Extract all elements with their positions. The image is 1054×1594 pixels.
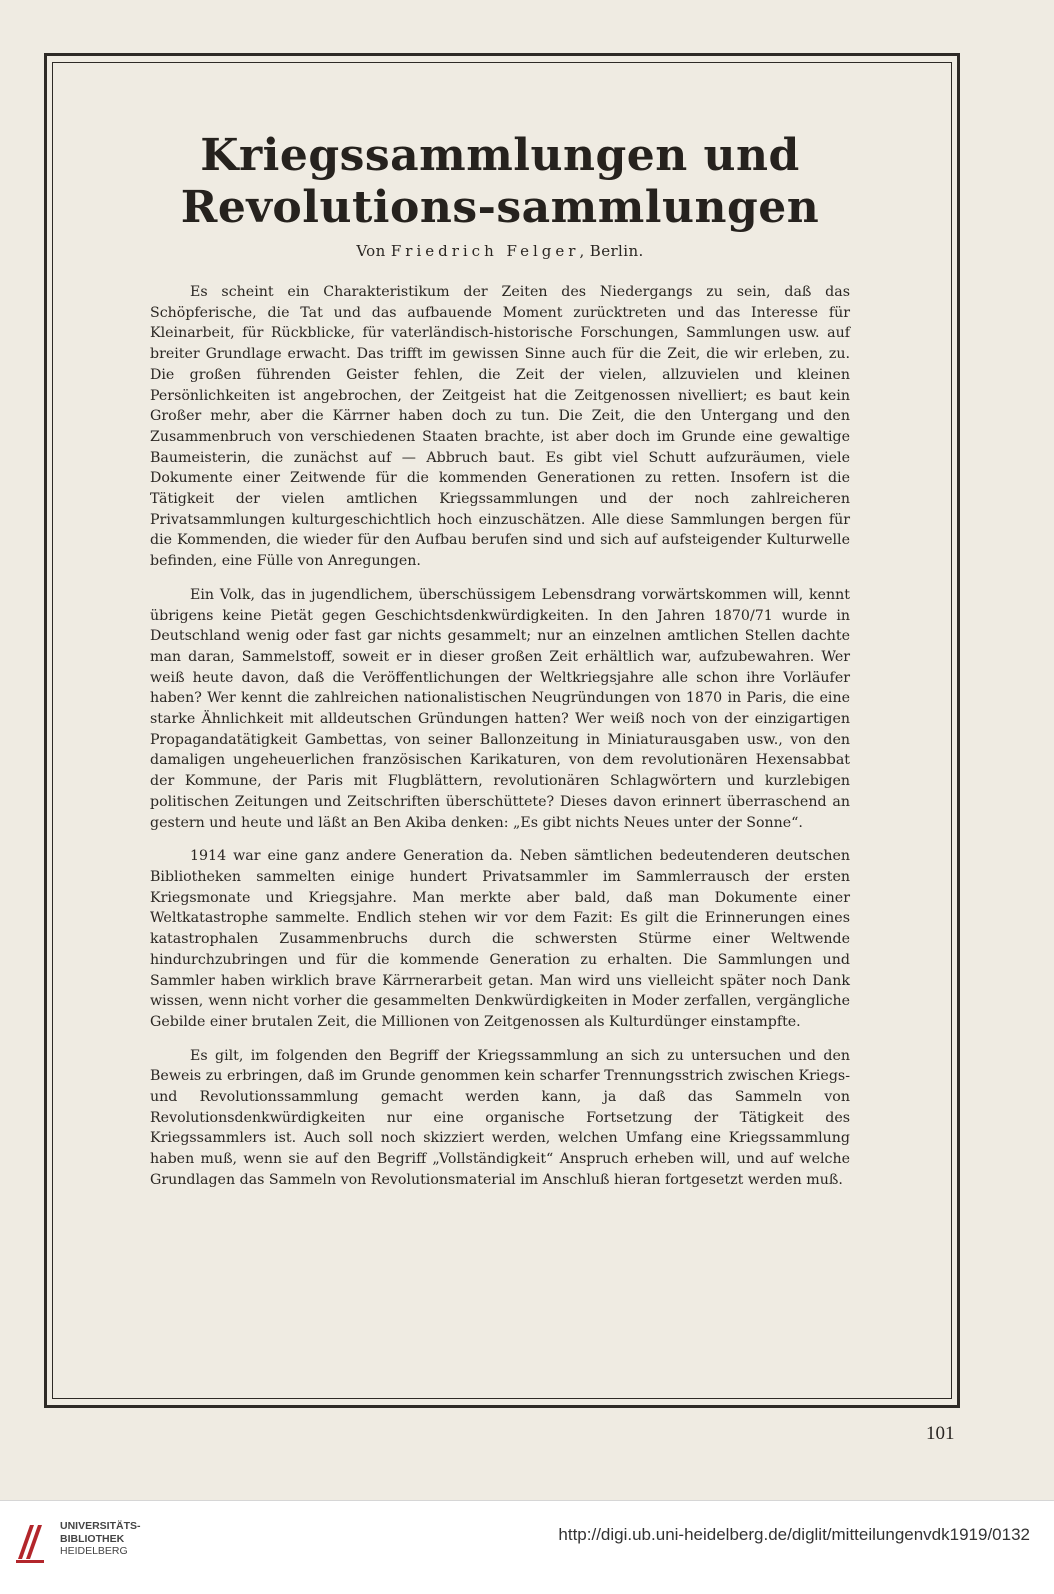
paragraph-4: Es gilt, im folgenden den Begriff der Kriegssammlung an sich zu untersuchen und den Beweis zu erbringen, daß im Grunde genommen kein scharfer Trennungsstrich zwischen Kriegs- und Revolutionssammlung gemacht werden kann, ja daß das Sammeln von Revolutionsdenkwürdigkeiten nur eine organische Fortsetzung der Tätigkeit des Kriegssammlers ist. Auch soll noch skizziert werden, welchen Umfang eine Kriegssammlung haben muß, wenn sie auf den Begriff „Vollständigkeit“ Anspruch erheben will, und auf welche Grundlagen das Sammeln von Revolutionsmaterial im Anschluß hieran fortgesetzt werden muß.: [150, 1047, 850, 1188]
library-line-3: HEIDELBERG: [60, 1545, 128, 1557]
paragraph-1: Es scheint ein Charakteristikum der Zeiten des Niedergangs zu sein, daß das Schöpferische, die Tat und das aufbauende Moment zurücktreten und das Interesse für Kleinarbeit, für Rückblicke, für vaterländisch-historische Forschungen, Sammlungen usw. auf breiter Grundlage erwacht. Das trifft im gewissen Sinne auch für die Zeit, die wir erleben, zu. Die großen führenden Geister fehlen, die Zeit der vielen, allzuvielen und kleinen Persönlichkeiten ist angebrochen, der Zeitgeist hat die Zeitgenossen nivelliert; es baut kein Großer mehr, aber die Kärrner haben doch zu tun. Die Zeit, die den Untergang und den Zusammenbruch von verschiedenen Staaten brachte, ist aber doch im Grunde eine gewaltige Baumeisterin, die zunächst auf — Abbruch baut. Es gibt viel Schutt aufzuräumen, viele Dokumente einer Zeitwende für die kommenden Generationen zu retten. Insofern ist die Tätigkeit der vielen amtlichen Kriegssammlungen und der noch zahlreicheren Privatsammlungen kulturgeschichtlich hoch einzuschätzen. Alle diese Sammlungen bergen für die Kommenden, die wieder für den Aufbau berufen sind und sich auf aufsteigender Kulturwelle befinden, eine Fülle von Anregungen.: [150, 284, 850, 570]
library-line-1: UNIVERSITÄTS-: [60, 1520, 141, 1532]
viewer-footer: [0, 1500, 1054, 1594]
library-line-2: BIBLIOTHEK: [60, 1532, 125, 1545]
paragraph-3: 1914 war eine ganz andere Generation da. Neben sämtlichen bedeutenderen deutschen Bibliotheken sammelten einige hundert Privatsammler im Sammlerrausch der ersten Kriegsmonate und Kriegsjahre. Man merkte aber bald, daß man Dokumente einer Weltkatastrophe sammelte. Endlich stehen wir vor dem Fazit: Es gilt die Erinnerungen eines katastrophalen Zusammenbruchs durch die schwersten Stürme einer Weltwende hindurchzubringen und für die kommende Generation zu erhalten. Die Sammlungen und Sammler haben wirklich brave Kärrnerarbeit getan. Man wird uns vielleicht später noch Dank wissen, wenn nicht vorher die gesammelten Denkwürdigkeiten in Moder zerfallen, vergängliche Gebilde einer brutalen Zeit, die Millionen von Zeitgenossen als Kulturdünger einstampfte.: [150, 848, 850, 1030]
article-title: Kriegssammlungen und Revolutions-sammlungen: [180, 130, 820, 233]
paragraph-2: Ein Volk, das in jugendlichem, überschüssigem Lebensdrang vorwärtskommen will, kennt übrigens keine Pietät gegen Geschichtsdenkwürdigkeiten. In den Jahren 1870/71 wurde in Deutschland wenig oder fast gar nichts gesammelt; nur an einzelnen amtlichen Stellen dachte man daran, Sammelstoff, soweit er in dieser großen Zeit erhältlich war, aufzubewahren. Wer weiß heute davon, daß die Veröffentlichungen der Weltkriegsjahre alle schon ihre Vorläufer haben? Wer kennt die zahlreichen nationalistischen Neugründungen von 1870 in Paris, die eine starke Ähnlichkeit mit alldeutschen Gründungen hatten? Wer weiß noch von der einzigartigen Propagandatätigkeit Gambettas, von seiner Ballonzeitung in Miniaturausgaben usw., von den damaligen ungeheuerlichen französischen Karikaturen, von dem revolutionären Hexensabbat der Kommune, der Paris mit Flugblättern, revolutionären Schlagwörtern und kurzlebigen politischen Zeitungen und Zeitschriften überschüttete? Dieses davon erinnert überraschend an gestern und heute und läßt an Ben Akiba denken: „Es gibt nichts Neues unter der Sonne“.: [150, 586, 850, 831]
article: [150, 130, 850, 1204]
author-line: [150, 242, 850, 260]
author-name: Friedrich Felger: [390, 242, 580, 260]
permalink-url[interactable]: http://digi.ub.uni-heidelberg.de/diglit/mitteilungenvdk1919/0132: [558, 1525, 1030, 1544]
author-prefix: Von: [356, 242, 386, 260]
page-number: 101: [926, 1423, 955, 1444]
university-library-logo-icon[interactable]: [14, 1519, 48, 1565]
library-name[interactable]: [60, 1520, 141, 1558]
author-suffix: , Berlin.: [579, 242, 644, 260]
